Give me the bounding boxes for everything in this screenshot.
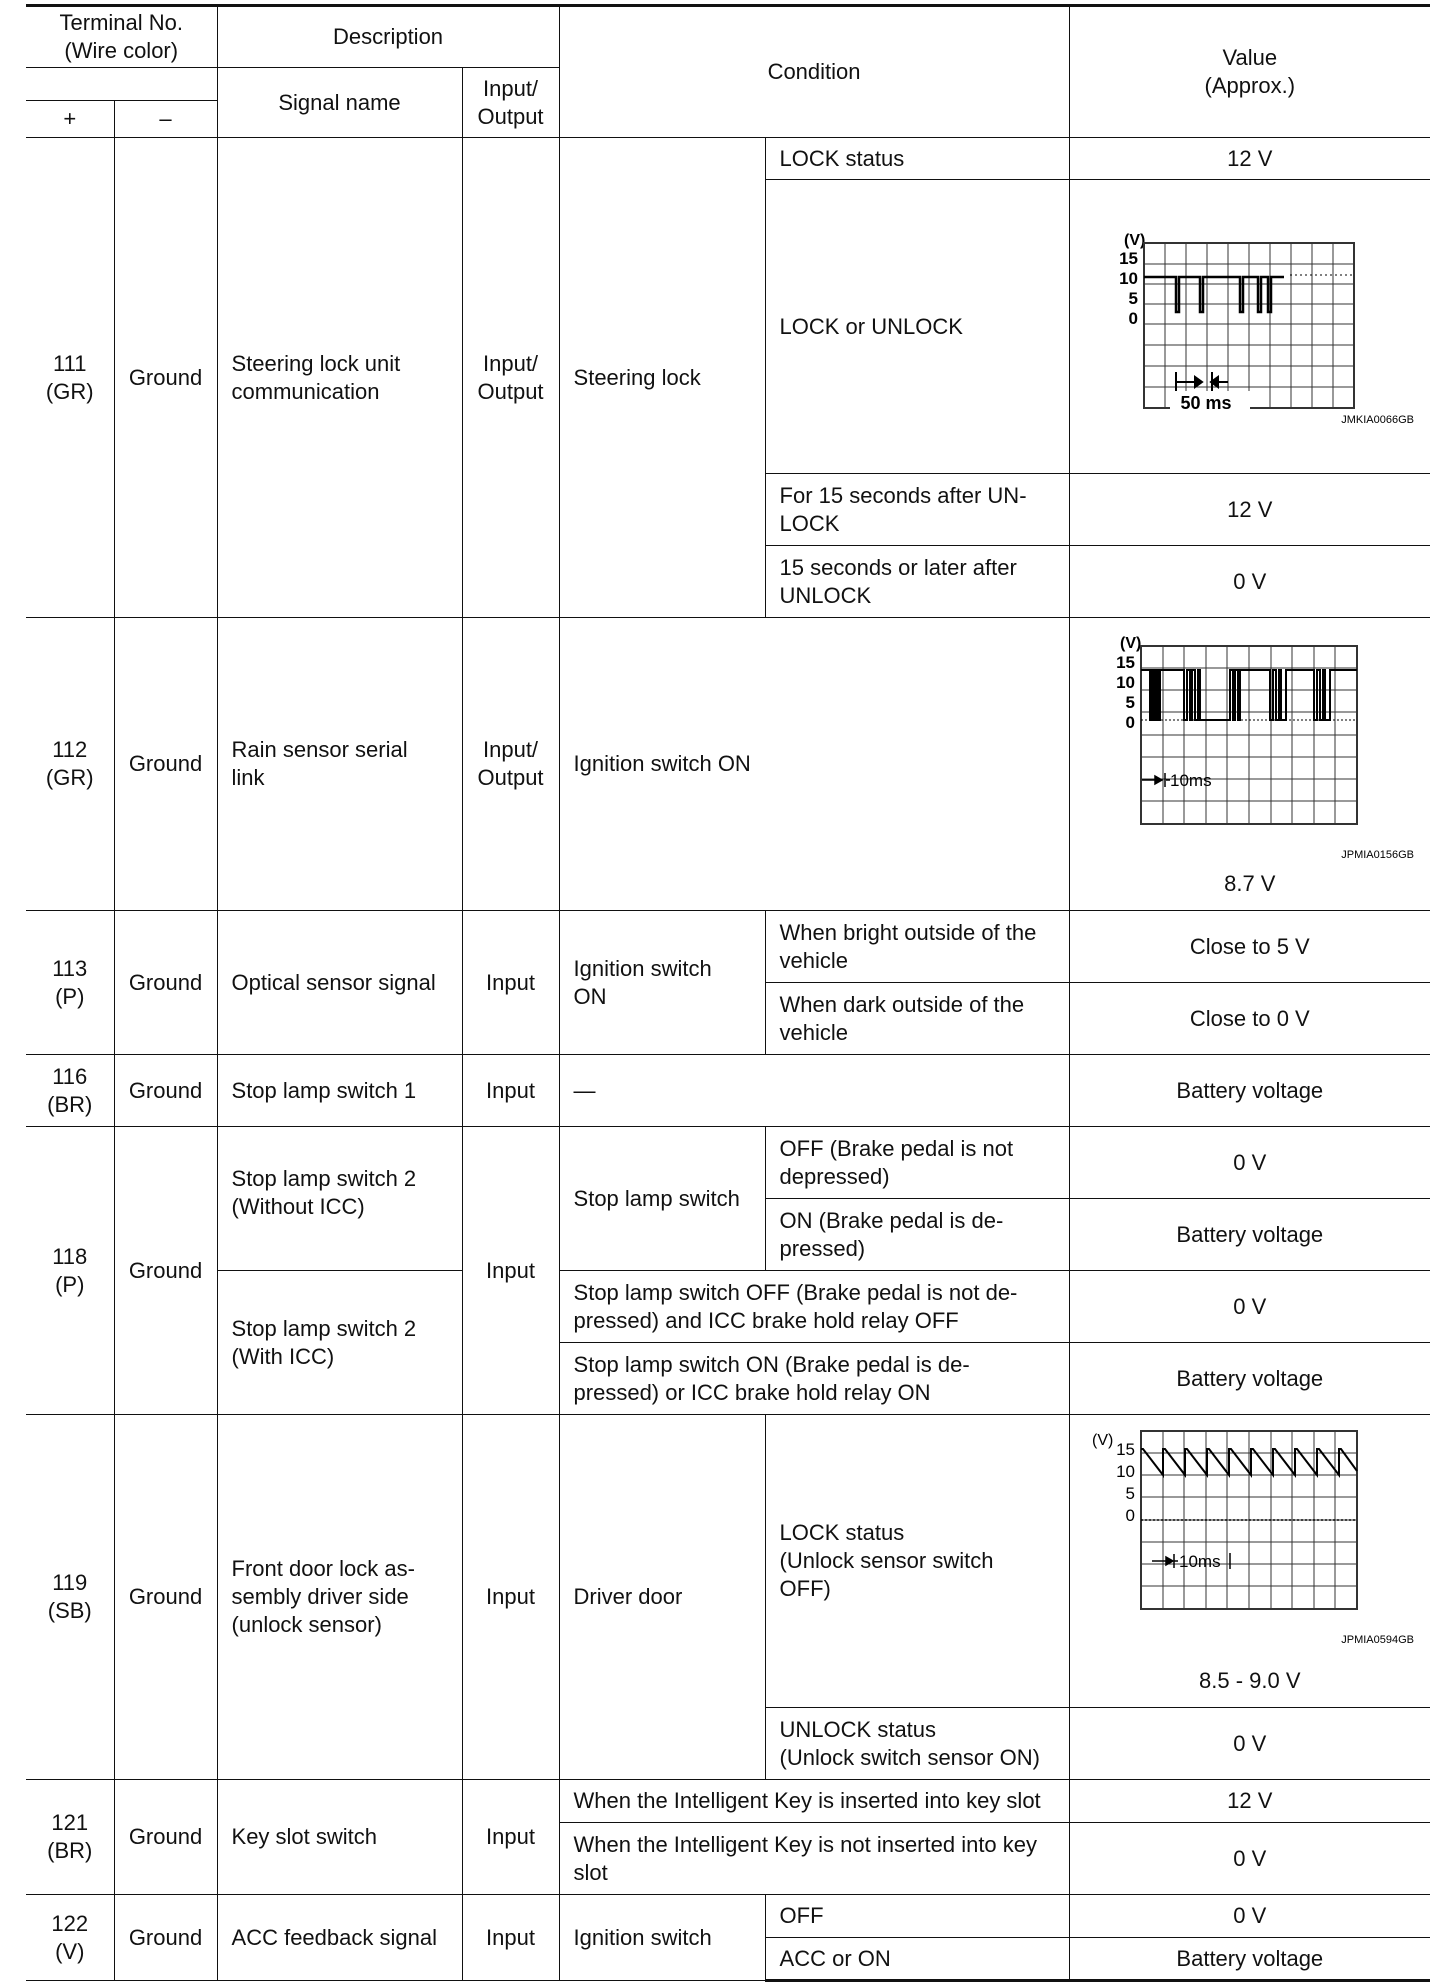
signal-121: Key slot switch: [217, 1780, 462, 1895]
value-118-a-1: Battery voltage: [1069, 1199, 1430, 1271]
terminal-119: 119 (SB): [26, 1415, 114, 1780]
terminal-122: 122 (V): [26, 1895, 114, 1981]
condition-119: Driver door: [559, 1415, 765, 1780]
wave-119-unit: (V): [1091, 1432, 1114, 1449]
wave-119-tick-10: 10: [1115, 1462, 1135, 1481]
terminal-121: 121 (BR): [26, 1780, 114, 1895]
wave-112-tick-10: 10: [1115, 673, 1135, 692]
header-input-output: Input/ Output: [462, 68, 559, 138]
subcondition-111-2: For 15 seconds after UN- LOCK: [765, 474, 1069, 546]
condition-118-b-0: Stop lamp switch OFF (Brake pedal is not de- pressed) and ICC brake hold relay OFF: [559, 1271, 1069, 1343]
signal-116: Stop lamp switch 1: [217, 1055, 462, 1127]
value-118-b-0: 0 V: [1069, 1271, 1430, 1343]
ground-122: Ground: [114, 1895, 217, 1981]
value-113-0: Close to 5 V: [1069, 911, 1430, 983]
io-111: Input/ Output: [462, 138, 559, 618]
wave-111-tick-0: 0: [1128, 308, 1138, 328]
subcondition-118-a-0: OFF (Brake pedal is not depressed): [765, 1127, 1069, 1199]
waveform-119: [1069, 1415, 1430, 1708]
subcondition-113-1: When dark outside of the vehicle: [765, 983, 1069, 1055]
wave-112-time-label: 10ms: [1169, 771, 1212, 790]
ground-116: Ground: [114, 1055, 217, 1127]
waveform-chart-112: [1080, 630, 1420, 870]
wave-112-unit: (V): [1119, 635, 1142, 652]
wave-111-tick-5: 5: [1128, 288, 1138, 308]
value-111-3: 0 V: [1069, 546, 1430, 618]
io-118: Input: [462, 1127, 559, 1415]
ground-111: Ground: [114, 138, 217, 618]
terminal-table: [26, 4, 1430, 1982]
value-122-0: 0 V: [1069, 1895, 1430, 1938]
signal-112: Rain sensor serial link: [217, 618, 462, 911]
header-condition: Condition: [559, 6, 1069, 138]
waveform-chart-119: [1080, 1427, 1420, 1667]
io-112: Input/ Output: [462, 618, 559, 911]
value-119-0: 8.5 - 9.0 V: [1199, 1668, 1301, 1693]
waveform-111: [1069, 180, 1430, 474]
condition-121-0: When the Intelligent Key is inserted into key slot: [559, 1780, 1069, 1823]
wave-119-tick-5: 5: [1125, 1484, 1135, 1503]
value-118-b-1: Battery voltage: [1069, 1343, 1430, 1415]
condition-118-a: Stop lamp switch: [559, 1127, 765, 1271]
subcondition-111-0: LOCK status: [765, 138, 1069, 180]
terminal-113: 113 (P): [26, 911, 114, 1055]
condition-118-b-1: Stop lamp switch ON (Brake pedal is de- pressed) or ICC brake hold relay ON: [559, 1343, 1069, 1415]
condition-122: Ignition switch: [559, 1895, 765, 1981]
signal-113: Optical sensor signal: [217, 911, 462, 1055]
io-113: Input: [462, 911, 559, 1055]
condition-121-1: When the Intelligent Key is not inserted into key slot: [559, 1823, 1069, 1895]
header-terminal-spacer: [26, 68, 217, 101]
condition-113: Ignition switch ON: [559, 911, 765, 1055]
wave-111-code: JMKIA0066GB: [1341, 413, 1414, 426]
terminal-118: 118 (P): [26, 1127, 114, 1415]
wave-112-tick-5: 5: [1125, 693, 1135, 712]
value-118-a-0: 0 V: [1069, 1127, 1430, 1199]
value-113-1: Close to 0 V: [1069, 983, 1430, 1055]
signal-122: ACC feedback signal: [217, 1895, 462, 1981]
wave-111-tick-10: 10: [1118, 268, 1138, 288]
subcondition-119-0: LOCK status (Unlock sensor switch OFF): [765, 1415, 1069, 1708]
value-112: 8.7 V: [1224, 871, 1276, 896]
ground-113: Ground: [114, 911, 217, 1055]
signal-118-a: Stop lamp switch 2 (Without ICC): [217, 1127, 462, 1271]
wave-111-time-label: 50 ms: [1180, 392, 1232, 413]
wave-111-tick-15: 15: [1118, 248, 1138, 268]
header-terminal-no: Terminal No. (Wire color): [26, 6, 217, 68]
wave-119-tick-15: 15: [1115, 1440, 1135, 1459]
value-119-1: 0 V: [1069, 1708, 1430, 1780]
signal-111: Steering lock unit communication: [217, 138, 462, 618]
terminal-111: 111 (GR): [26, 138, 114, 618]
ground-118: Ground: [114, 1127, 217, 1415]
subcondition-122-0: OFF: [765, 1895, 1069, 1938]
subcondition-111-1: LOCK or UNLOCK: [765, 180, 1069, 474]
signal-118-b: Stop lamp switch 2 (With ICC): [217, 1271, 462, 1415]
condition-111: Steering lock: [559, 138, 765, 618]
subcondition-111-3: 15 seconds or later after UNLOCK: [765, 546, 1069, 618]
header-description: Description: [217, 6, 559, 68]
subcondition-118-a-1: ON (Brake pedal is de- pressed): [765, 1199, 1069, 1271]
io-121: Input: [462, 1780, 559, 1895]
header-plus: +: [26, 101, 114, 138]
terminal-112: 112 (GR): [26, 618, 114, 911]
value-121-0: 12 V: [1069, 1780, 1430, 1823]
wave-112-tick-15: 15: [1115, 653, 1135, 672]
ground-121: Ground: [114, 1780, 217, 1895]
ground-112: Ground: [114, 618, 217, 911]
value-111-0: 12 V: [1069, 138, 1430, 180]
value-111-2: 12 V: [1069, 474, 1430, 546]
value-121-1: 0 V: [1069, 1823, 1430, 1895]
subcondition-122-1: ACC or ON: [765, 1938, 1069, 1981]
ground-119: Ground: [114, 1415, 217, 1780]
wave-119-time-label: 10ms: [1178, 1552, 1221, 1571]
value-116: Battery voltage: [1069, 1055, 1430, 1127]
condition-112: Ignition switch ON: [559, 618, 1069, 911]
header-value: Value (Approx.): [1069, 6, 1430, 138]
waveform-chart-111: [1080, 227, 1420, 427]
wave-111-unit: (V): [1123, 231, 1146, 249]
terminal-116: 116 (BR): [26, 1055, 114, 1127]
condition-116: —: [559, 1055, 1069, 1127]
header-minus: –: [114, 101, 217, 138]
io-119: Input: [462, 1415, 559, 1780]
header-signal-name: Signal name: [217, 68, 462, 138]
value-122-1: Battery voltage: [1069, 1938, 1430, 1981]
wave-119-code: JPMIA0594GB: [1341, 1634, 1414, 1646]
wave-119-tick-0: 0: [1125, 1506, 1135, 1525]
io-116: Input: [462, 1055, 559, 1127]
subcondition-119-1: UNLOCK status (Unlock switch sensor ON): [765, 1708, 1069, 1780]
subcondition-113-0: When bright outside of the vehicle: [765, 911, 1069, 983]
signal-119: Front door lock as- sembly driver side (unlock sensor): [217, 1415, 462, 1780]
wave-112-tick-0: 0: [1125, 713, 1135, 732]
wave-112-code: JPMIA0156GB: [1341, 849, 1414, 861]
io-122: Input: [462, 1895, 559, 1981]
waveform-112: [1069, 618, 1430, 911]
